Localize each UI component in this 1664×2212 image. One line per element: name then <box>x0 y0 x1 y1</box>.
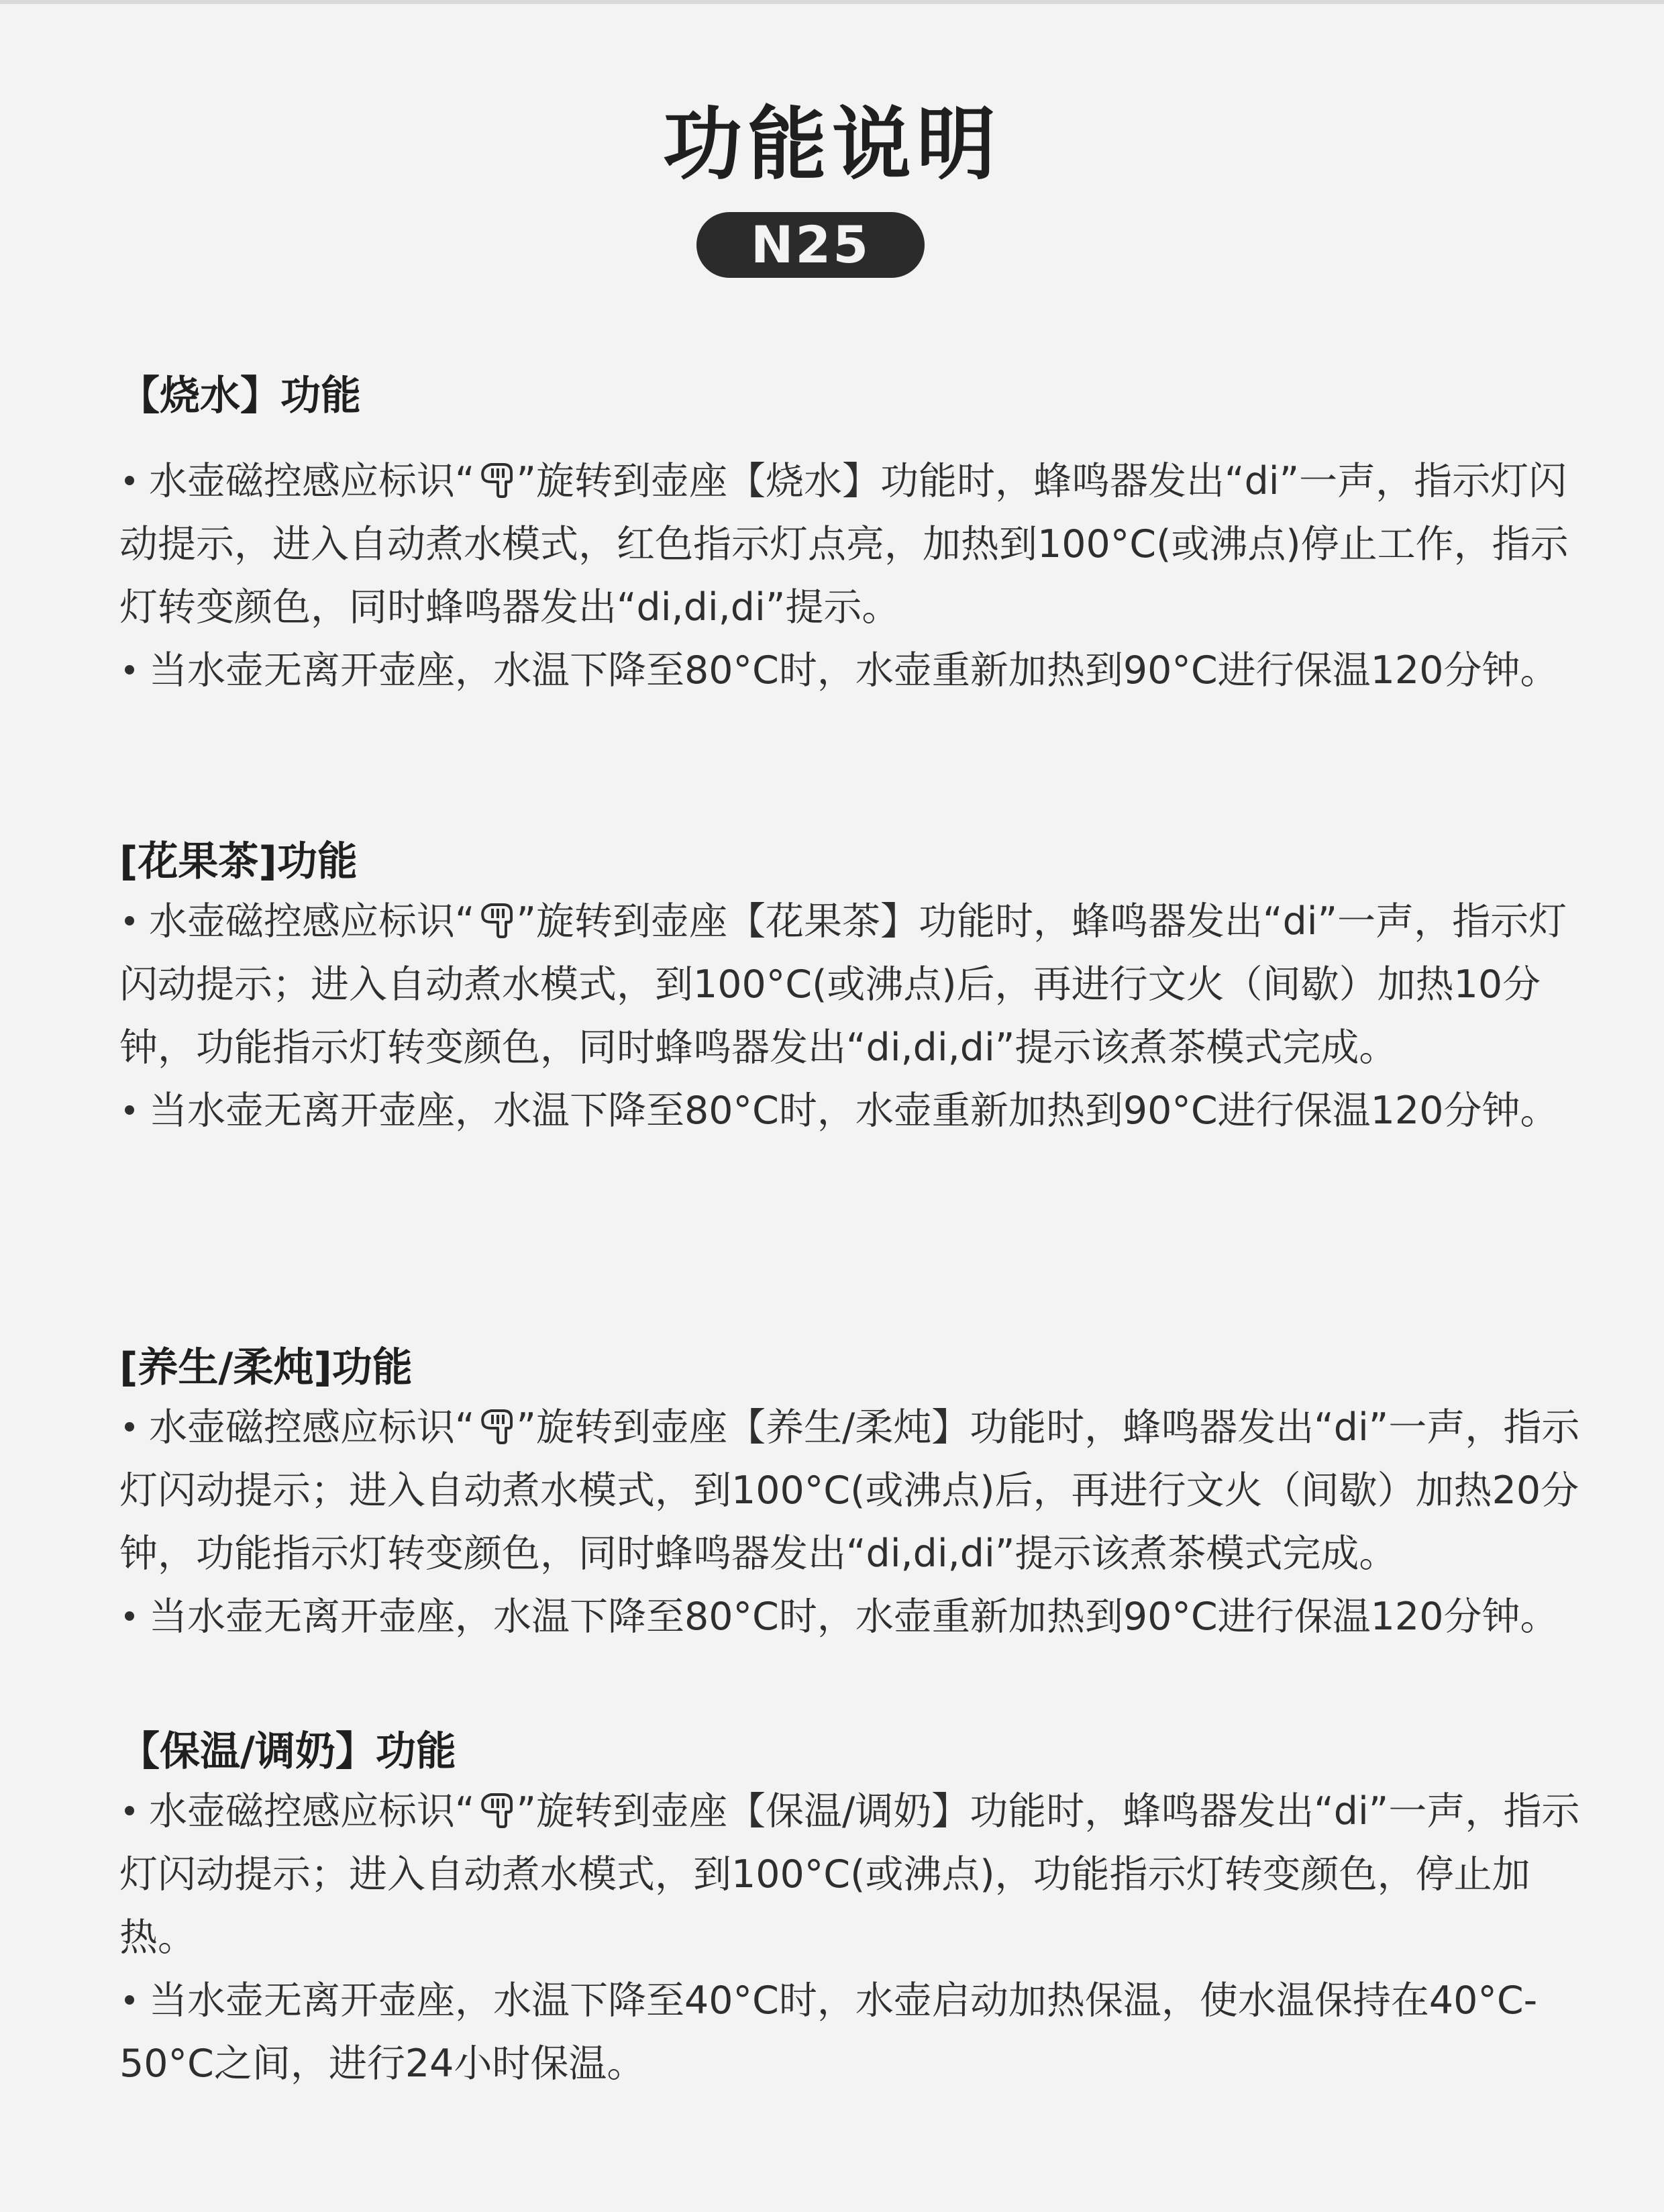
paragraph-text: 当水壶无离开壶座，水温下降至80°C时，水壶重新加热到90°C进行保温120分钟。 <box>149 1089 1559 1133</box>
paragraph-operation <box>119 450 1582 639</box>
section-title: 【烧水】功能 <box>119 372 361 419</box>
bullet-dot-icon <box>125 665 134 674</box>
top-divider <box>0 0 1664 4</box>
hand-pointer-icon <box>476 894 515 934</box>
hand-pointer-icon <box>476 1784 515 1824</box>
paragraph-text-post: ”旋转到壶座【烧水】功能时，蜂鸣器发出“di”一声，指示灯闪动提示，进入自动煮水模式，红色指示灯点亮，加热到100°C(或沸点)停止工作，指示灯转变颜色，同时蜂鸣器发出“di,di,di”提示。 <box>119 459 1569 630</box>
paragraph-keep-warm <box>119 1079 1582 1142</box>
paragraph-text: 当水壶无离开壶座，水温下降至40°C时，水壶启动加热保温，使水温保持在40°C-50°C之间，进行24小时保温。 <box>119 1978 1538 2086</box>
paragraph-text-pre: 水壶磁控感应标识“ <box>149 1405 475 1450</box>
paragraph-text-post: ”旋转到壶座【养生/柔炖】功能时，蜂鸣器发出“di”一声，指示灯闪动提示；进入自动煮水模式，到100°C(或沸点)后，再进行文火（间歇）加热20分钟，功能指示灯转变颜色，同时蜂鸣器发出“di,di,di”提示该煮茶模式完成。 <box>119 1405 1580 1576</box>
paragraph-keep-warm <box>119 1585 1582 1648</box>
bullet-dot-icon <box>125 476 134 485</box>
paragraph-text: 当水壶无离开壶座，水温下降至80°C时，水壶重新加热到90°C进行保温120分钟。 <box>149 1595 1559 1639</box>
paragraph-keep-warm <box>119 1969 1582 2095</box>
section-keep-warm-milk <box>119 1723 1582 2095</box>
model-badge: N25 <box>696 212 925 278</box>
paragraph-text-post: ”旋转到壶座【花果茶】功能时，蜂鸣器发出“di”一声，指示灯闪动提示；进入自动煮水模式，到100°C(或沸点)后，再进行文火（间歇）加热10分钟，功能指示灯转变颜色，同时蜂鸣器发出“di,di,di”提示该煮茶模式完成。 <box>119 899 1567 1070</box>
section-boil-water <box>119 368 1582 702</box>
hand-pointer-icon <box>476 454 515 494</box>
section-flower-fruit-tea <box>119 834 1582 1142</box>
bullet-dot-icon <box>125 1806 134 1815</box>
section-title: [花果茶]功能 <box>119 838 358 885</box>
paragraph-text-pre: 水壶磁控感应标识“ <box>149 899 475 944</box>
paragraph-text-post: ”旋转到壶座【保温/调奶】功能时，蜂鸣器发出“di”一声，指示灯闪动提示；进入自动煮水模式，到100°C(或沸点)，功能指示灯转变颜色，停止加热。 <box>119 1789 1580 1960</box>
paragraph-text: 当水壶无离开壶座，水温下降至80°C时，水壶重新加热到90°C进行保温120分钟。 <box>149 648 1559 693</box>
section-health-stew <box>119 1340 1582 1648</box>
bullet-dot-icon <box>125 1611 134 1621</box>
paragraph-text-pre: 水壶磁控感应标识“ <box>149 1789 475 1833</box>
bullet-dot-icon <box>125 1995 134 2005</box>
paragraph-text-pre: 水壶磁控感应标识“ <box>149 459 475 503</box>
page-title: 功能说明 <box>662 98 1001 191</box>
section-title: [养生/柔炖]功能 <box>119 1344 413 1391</box>
section-title: 【保温/调奶】功能 <box>119 1728 456 1775</box>
bullet-dot-icon <box>125 1422 134 1431</box>
bullet-dot-icon <box>125 916 134 925</box>
hand-pointer-icon <box>476 1400 515 1440</box>
paragraph-operation <box>119 1396 1582 1585</box>
paragraph-operation <box>119 1780 1582 1969</box>
paragraph-keep-warm <box>119 639 1582 702</box>
bullet-dot-icon <box>125 1105 134 1115</box>
paragraph-operation <box>119 890 1582 1079</box>
